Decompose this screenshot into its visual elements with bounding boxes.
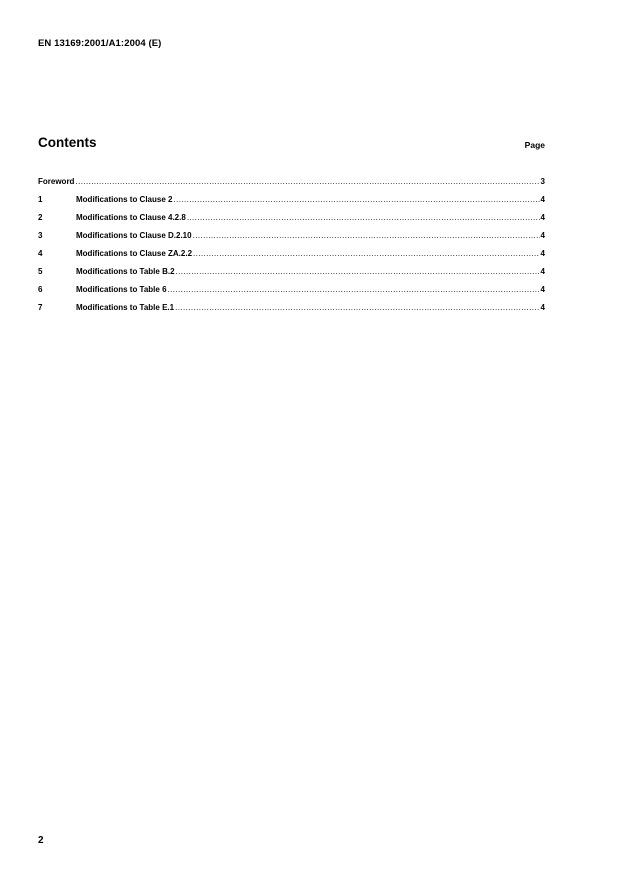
toc-entry-number: 5 (38, 267, 43, 276)
toc-entry-6[interactable] (38, 281, 545, 299)
toc-entry-number: 4 (38, 249, 43, 258)
toc-entry-page: 4 (540, 249, 545, 258)
toc-entry-page: 4 (540, 285, 545, 294)
document-header: EN 13169:2001/A1:2004 (E) (38, 38, 162, 49)
contents-title: Contents (38, 135, 97, 150)
toc-entry-number: 1 (38, 195, 43, 204)
toc-entry-number: 6 (38, 285, 43, 294)
toc-entry-5[interactable] (38, 263, 545, 281)
toc-entry-4[interactable] (38, 245, 545, 263)
toc-leader-dots (187, 209, 540, 227)
toc-leader-dots (193, 245, 540, 263)
page-column-label: Page (524, 140, 545, 150)
footer-page-number: 2 (38, 835, 44, 846)
toc-entry-number: 3 (38, 231, 43, 240)
toc-entry-label: Modifications to Clause D.2.10 (76, 231, 192, 240)
toc-entry-page: 4 (540, 303, 545, 312)
toc-entry-7[interactable] (38, 299, 545, 317)
toc-entry-label: Modifications to Table 6 (76, 285, 167, 294)
toc-entry-page: 4 (540, 267, 545, 276)
toc-entry-label: Modifications to Table B.2 (76, 267, 175, 276)
toc-entry-number: 7 (38, 303, 43, 312)
toc-entry-2[interactable] (38, 209, 545, 227)
toc-leader-dots (175, 299, 539, 317)
toc-leader-dots (173, 191, 539, 209)
toc-entry-label: Modifications to Clause ZA.2.2 (76, 249, 193, 258)
toc-entry-label: Modifications to Clause 4.2.8 (76, 213, 186, 222)
toc-entry-label: Modifications to Table E.1 (76, 303, 175, 312)
toc-leader-dots (193, 227, 540, 245)
toc-entry-page: 4 (540, 195, 545, 204)
toc-leader-dots (168, 281, 540, 299)
table-of-contents (38, 173, 545, 317)
toc-entry-page: 4 (540, 213, 545, 222)
toc-entry-page: 4 (540, 231, 545, 240)
toc-entry-1[interactable] (38, 191, 545, 209)
toc-entry-number: 2 (38, 213, 43, 222)
toc-entry-foreword[interactable] (38, 173, 545, 191)
toc-entry-label: Foreword (38, 177, 75, 186)
toc-entry-label: Modifications to Clause 2 (76, 195, 173, 204)
toc-leader-dots (75, 173, 539, 191)
toc-entry-page: 3 (540, 177, 545, 186)
toc-leader-dots (176, 263, 540, 281)
toc-entry-3[interactable] (38, 227, 545, 245)
